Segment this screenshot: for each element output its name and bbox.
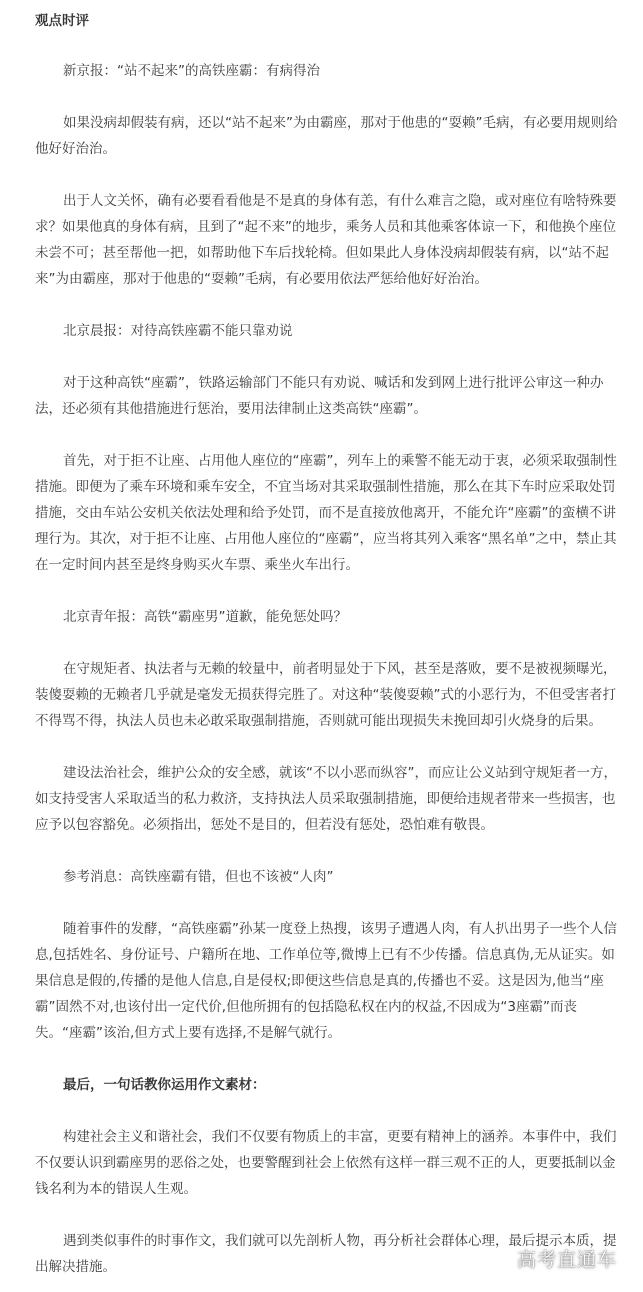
subheading-beijing-qingnianbao: 北京青年报：高铁“霸座男”道歉，能免惩处吗？ [63, 609, 347, 625]
paragraph: 建设法治社会，维护公众的安全感，就该“不以小恶而纵容”，而应让公义站到守规矩者一方，如支持受害人采取适当的私力救济，支持执法人员采取强制措施，即便给违规者带来一些损害，也应予以包容豁免。必须指出，惩处不是目的，但若没有惩处，恐怕难有敬畏。 [35, 765, 617, 833]
watermark-text: 高考直通车 [516, 1249, 617, 1271]
subheading-beijing-chenbao: 北京晨报：对待高铁座霸不能只靠劝说 [63, 323, 293, 339]
subheading-cankao-xiaoxi: 参考消息：高铁座霸有错，但也不该被“人肉” [63, 869, 334, 885]
paragraph: 随着事件的发酵，“高铁座霸”孙某一度登上热搜，该男子遭遇人肉，有人扒出男子一些个人信息,包括姓名、身份证号、户籍所在地、工作单位等,微博上已有不少传播。信息真伪,无从证实。如果信息是假的,传播的是他人信息,自是侵权;即便这些信息是真的,传播也不妥。这是因为,他当“座霸”固然不对,也该付出一定代价,但他所拥有的包括隐私权在内的权益,不因成为“3座霸”而丧失。“座霸”该治,但方式上要有选择,不是解气就行。 [35, 921, 617, 1041]
paragraph: 如果没病却假装有病，还以“站不起来”为由霸座，那对于他患的“耍赖”毛病，有必要用规则给他好好治治。 [35, 115, 618, 157]
subheading-xinjingbao: 新京报：“站不起来”的高铁座霸：有病得治 [63, 63, 320, 79]
section-heading: 观点时评 [35, 13, 89, 29]
paragraph: 首先，对于拒不让座、占用他人座位的“座霸”，列车上的乘警不能无动于衷，必须采取强制性措施。即便为了乘车环境和乘车安全，不宜当场对其采取强制性措施，那么在其下车时应采取处罚措施，交由车站公安机关依法处理和给予处罚，而不是直接放他离开，不能允许“座霸”的蛮横不讲理行为。其次，对于拒不让座、占用他人座位的“座霸”，应当将其列入乘客“黑名单”之中，禁止其在一定时间内甚至是终身购买火车票、乘坐火车出行。 [35, 453, 617, 573]
summary-heading: 最后，一句话教你运用作文素材： [63, 1077, 266, 1093]
paragraph: 对于这种高铁“座霸”，铁路运输部门不能只有劝说、喊话和发到网上进行批评公审这一种办法，还必须有其他措施进行惩治，要用法律制止这类高铁“座霸”。 [35, 375, 604, 417]
paragraph: 出于人文关怀，确有必要看看他是不是真的身体有恙，有什么难言之隐，或对座位有啥特殊要求？如果他真的身体有病，且到了“起不来”的地步，乘务人员和其他乘客体谅一下，和他换个座位未尝不可；甚至帮他一把，如帮助他下车后找轮椅。但如果此人身体没病却假装有病，以“站不起来”为由霸座，那对于他患的“耍赖”毛病，有必要用依法严惩给他好好治治。 [35, 193, 617, 287]
paragraph: 在守规矩者、执法者与无赖的较量中，前者明显处于下风，甚至是落败，要不是被视频曝光，装傻耍赖的无赖者几乎就是毫发无损获得完胜了。对这种“装傻耍赖”式的小恶行为，不但受害者打不得骂不得，执法人员也未必敢采取强制措施，否则就可能出现损失未挽回却引火烧身的后果。 [35, 661, 617, 729]
paragraph: 构建社会主义和谐社会，我们不仅要有物质上的丰富，更要有精神上的涵养。本事件中，我们不仅要认识到霸座男的恶俗之处，也要警醒到社会上依然有这样一群三观不正的人，更要抵制以金钱名利为本的错误人生观。 [35, 1129, 617, 1197]
paragraph: 遇到类似事件的时事作文，我们就可以先剖析人物，再分析社会群体心理，最后提示本质，提出解决措施。 [35, 1233, 617, 1275]
